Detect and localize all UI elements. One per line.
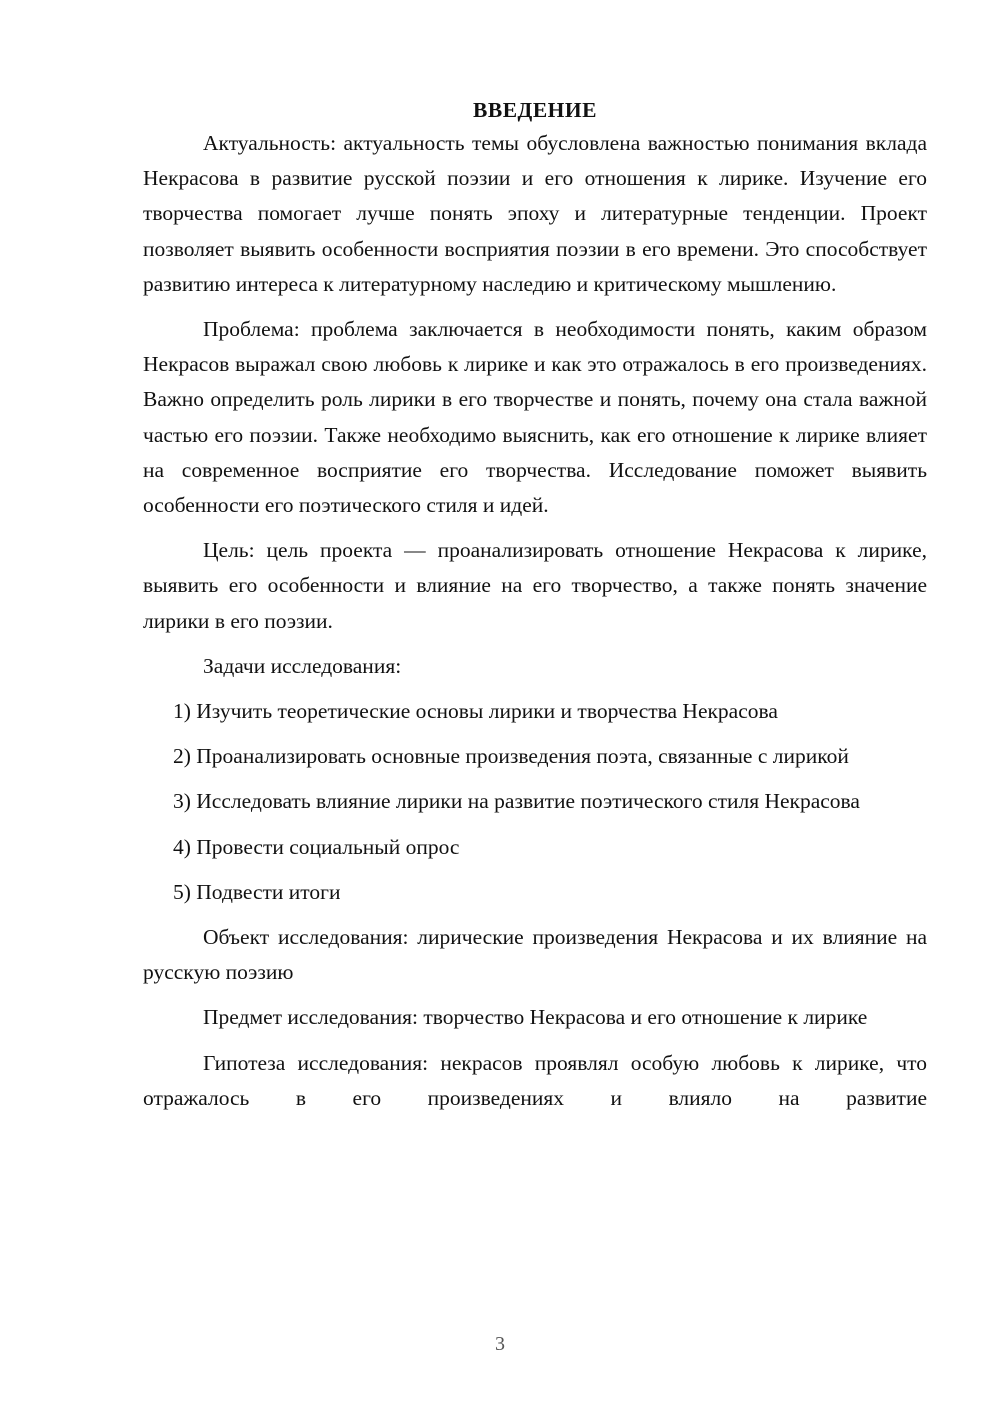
goal-paragraph: Цель: цель проекта — проанализировать отношение Некрасова к лирике, выявить его особенности и влияние на его творчество, а также понять значение лирики в его поэзии.: [143, 538, 927, 633]
list-item: 4) Провести социальный опрос: [173, 834, 460, 859]
page-title: ВВЕДЕНИЕ: [473, 98, 597, 122]
list-item: 3) Исследовать влияние лирики на развитие поэтического стиля Некрасова: [173, 789, 860, 814]
subject-paragraph: Предмет исследования: творчество Некрасова и его отношение к лирике: [203, 1005, 868, 1030]
list-item: 5) Подвести итоги: [173, 879, 341, 904]
hypothesis-paragraph: Гипотеза исследования: некрасов проявлял особую любовь к лирике, что отражалось в его произведениях и влияло на развитие: [143, 1050, 927, 1110]
list-item: 2) Проанализировать основные произведения поэта, связанные с лирикой: [173, 744, 849, 769]
object-paragraph: Объект исследования: лирические произведения Некрасова и их влияние на русскую поэзию: [143, 925, 927, 985]
tasks-list: [143, 694, 927, 910]
relevance-paragraph: Актуальность: актуальность темы обусловлена важностью понимания вклада Некрасова в развитие русской поэзии и его отношения к лирике. Изучение его творчества помогает лучше понять эпоху и литературные тенденции. Проект позволяет выявить особенности восприятия поэзии в его времени. Это способствует развитию интереса к литературному наследию и критическому мышлению.: [143, 131, 927, 296]
problem-paragraph: Проблема: проблема заключается в необходимости понять, каким образом Некрасов выражал свою любовь к лирике и как это отражалось в его произведениях. Важно определить роль лирики в его творчестве и понять, почему она стала важной частью его поэзии. Также необходимо выяснить, как его отношение к лирике влияет на современное восприятие его творчества. Исследование поможет выявить особенности его поэтического стиля и идей.: [143, 317, 927, 518]
document-page: [143, 94, 927, 1126]
tasks-heading: Задачи исследования:: [203, 653, 402, 678]
page-number: 3: [495, 1333, 505, 1355]
list-item: 1) Изучить теоретические основы лирики и творчества Некрасова: [173, 699, 778, 724]
